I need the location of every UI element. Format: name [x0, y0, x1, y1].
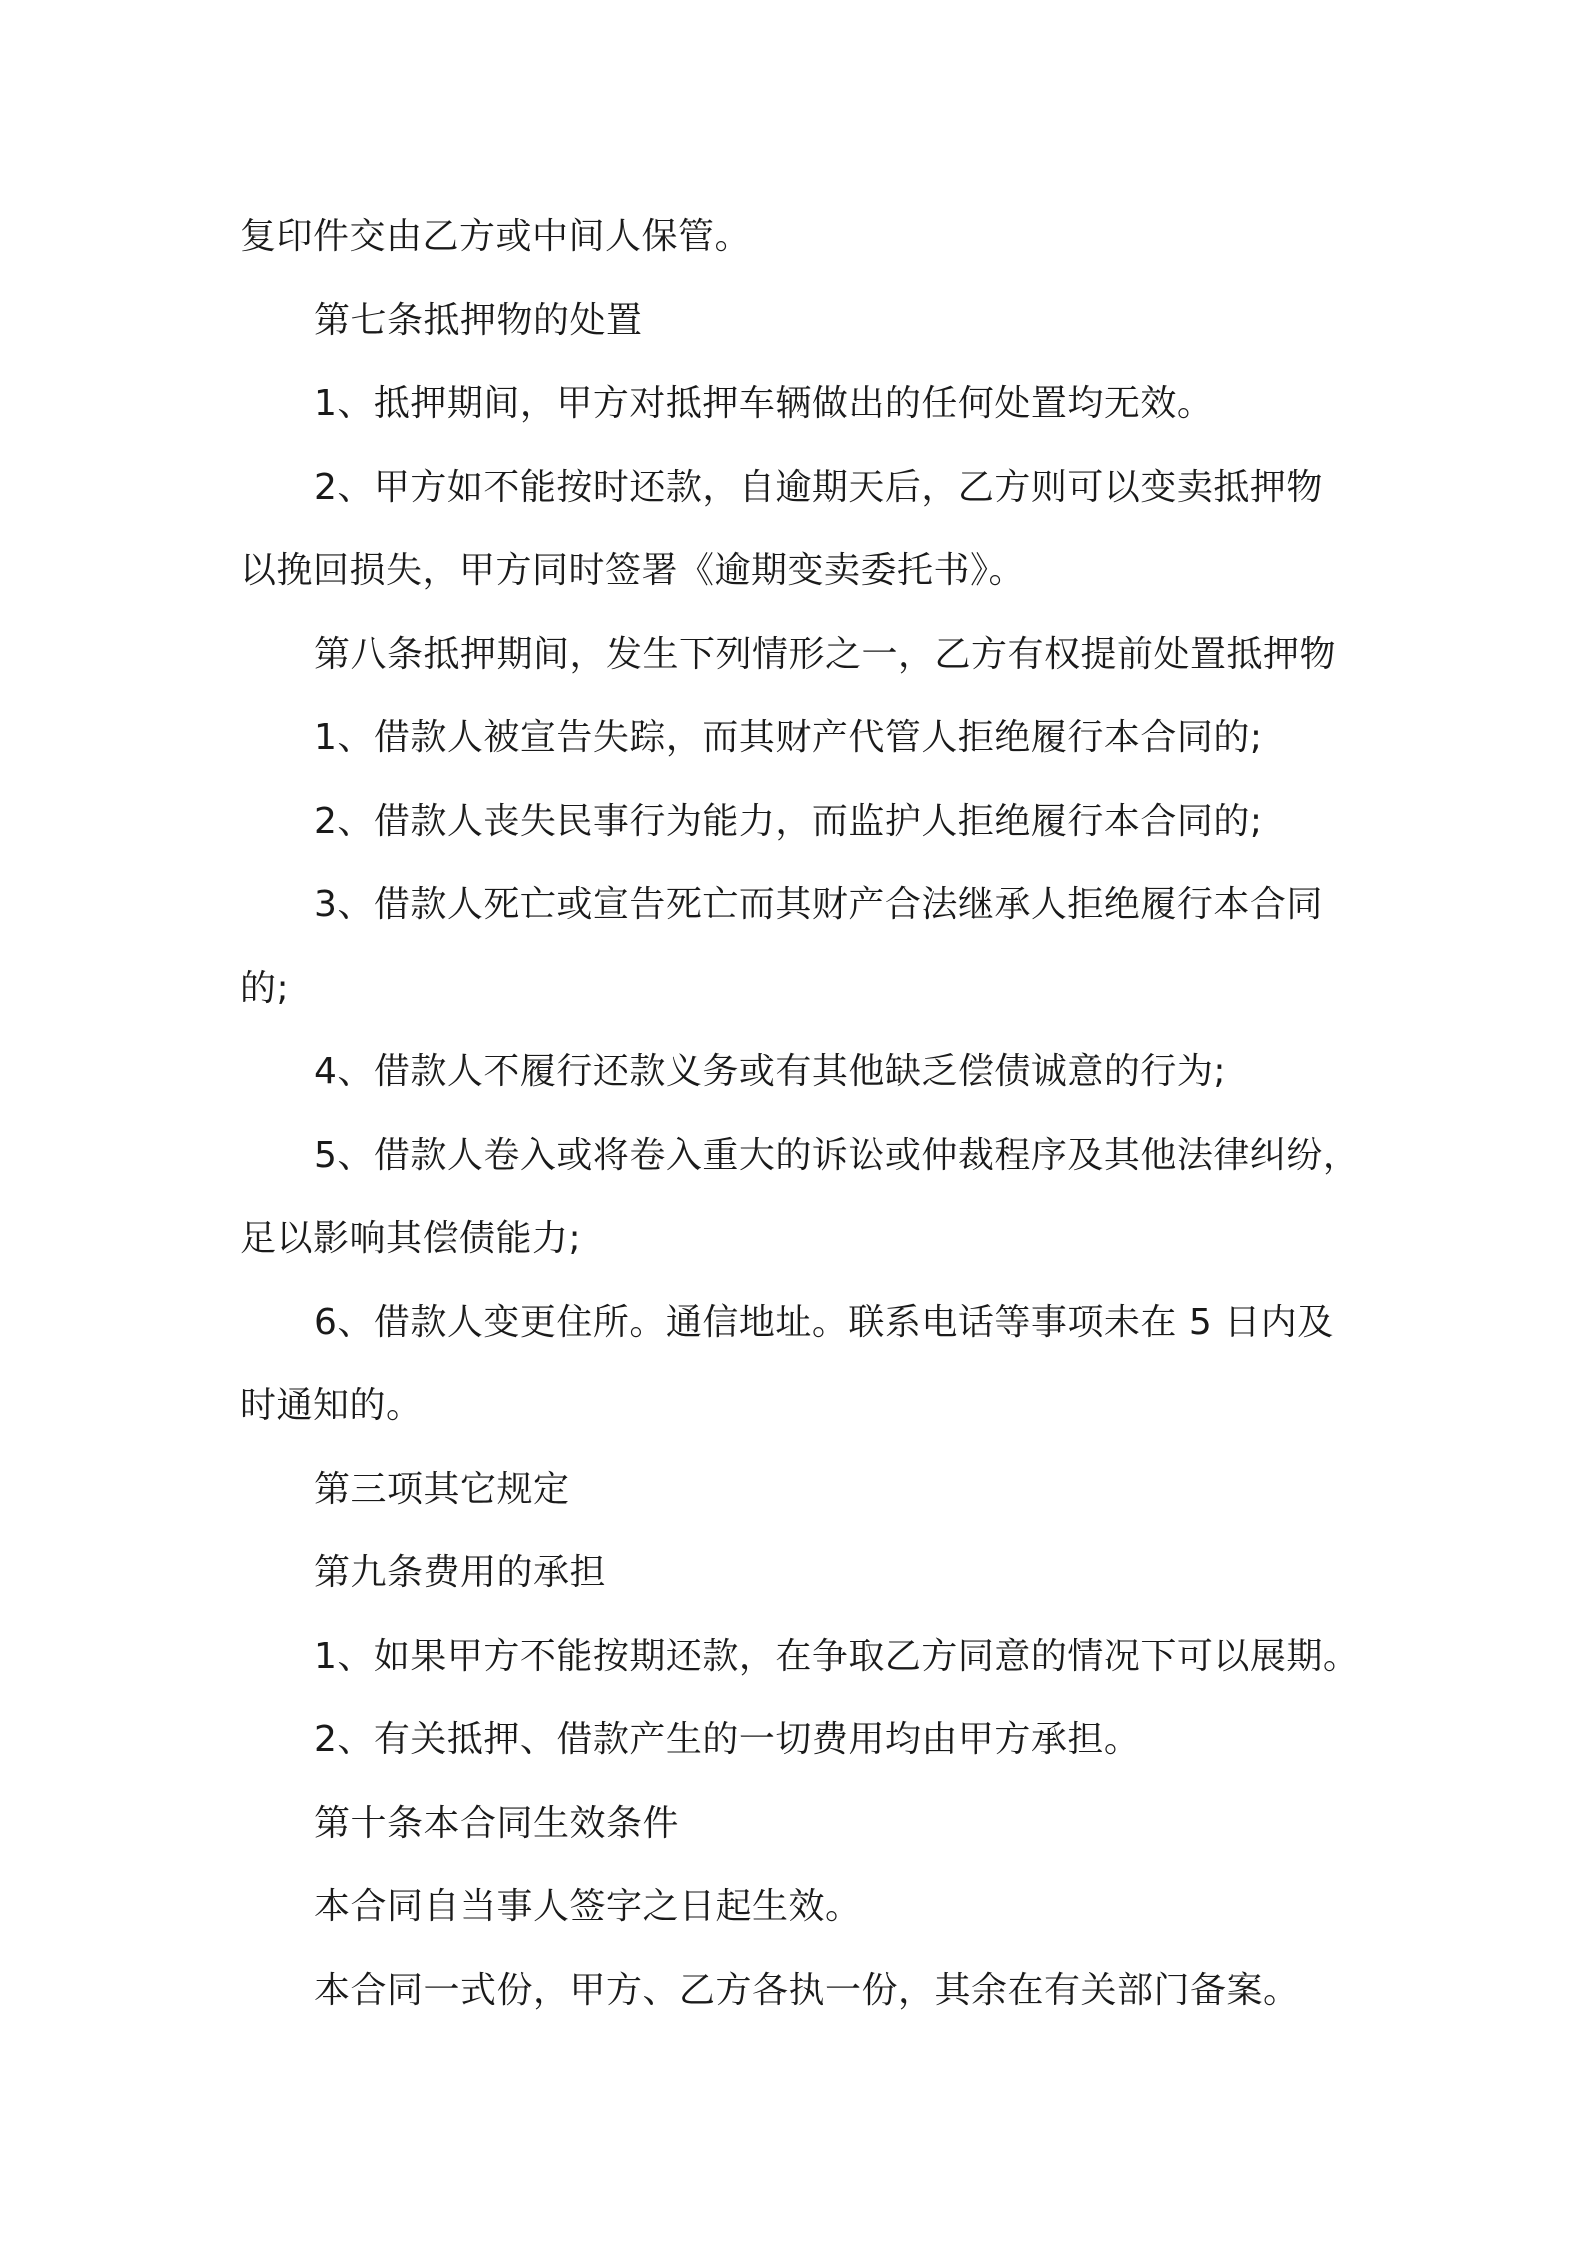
paragraph-line: 以挽回损失，甲方同时签署《逾期变卖委托书》。 — [240, 550, 1026, 591]
document-body — [240, 195, 1370, 2032]
paragraph-line: 时通知的。 — [240, 1385, 423, 1426]
paragraph-line: 4、借款人不履行还款义务或有其他缺乏偿债诚意的行为; — [314, 1051, 1227, 1092]
paragraph-line: 1、借款人被宣告失踪，而其财产代管人拒绝履行本合同的; — [314, 717, 1263, 758]
article-heading: 第十条本合同生效条件 — [314, 1802, 680, 1844]
paragraph-line: 2、借款人丧失民事行为能力，而监护人拒绝履行本合同的; — [314, 800, 1263, 842]
paragraph-line: 复印件交由乙方或中间人保管。 — [240, 216, 752, 257]
paragraph-line: 2、甲方如不能按时还款，自逾期天后，乙方则可以变卖抵押物 — [314, 466, 1323, 508]
paragraph-line: 本合同一式份，甲方、乙方各执一份，其余在有关部门备案。 — [314, 1969, 1300, 2011]
paragraph-line: 本合同自当事人签字之日起生效。 — [314, 1886, 862, 1927]
paragraph-line: 1、如果甲方不能按期还款，在争取乙方同意的情况下可以展期。 — [314, 1635, 1360, 1677]
paragraph-line: 2、有关抵押、借款产生的一切费用均由甲方承担。 — [314, 1719, 1141, 1760]
article-heading: 第七条抵押物的处置 — [314, 299, 643, 341]
paragraph-line: 6、借款人变更住所。通信地址。联系电话等事项未在 5 日内及 — [314, 1301, 1334, 1343]
paragraph-line: 3、借款人死亡或宣告死亡而其财产合法继承人拒绝履行本合同 — [314, 884, 1323, 925]
paragraph-line: 1、抵押期间，甲方对抵押车辆做出的任何处置均无效。 — [314, 383, 1214, 424]
article-heading: 第八条抵押期间，发生下列情形之一，乙方有权提前处置抵押物 — [314, 633, 1337, 675]
paragraph-line: 的; — [240, 967, 290, 1009]
article-heading: 第九条费用的承担 — [314, 1552, 607, 1593]
section-heading: 第三项其它规定 — [314, 1468, 570, 1510]
paragraph-line: 足以影响其偿债能力; — [240, 1218, 582, 1259]
paragraph-line: 5、借款人卷入或将卷入重大的诉讼或仲裁程序及其他法律纠纷， — [314, 1134, 1360, 1176]
